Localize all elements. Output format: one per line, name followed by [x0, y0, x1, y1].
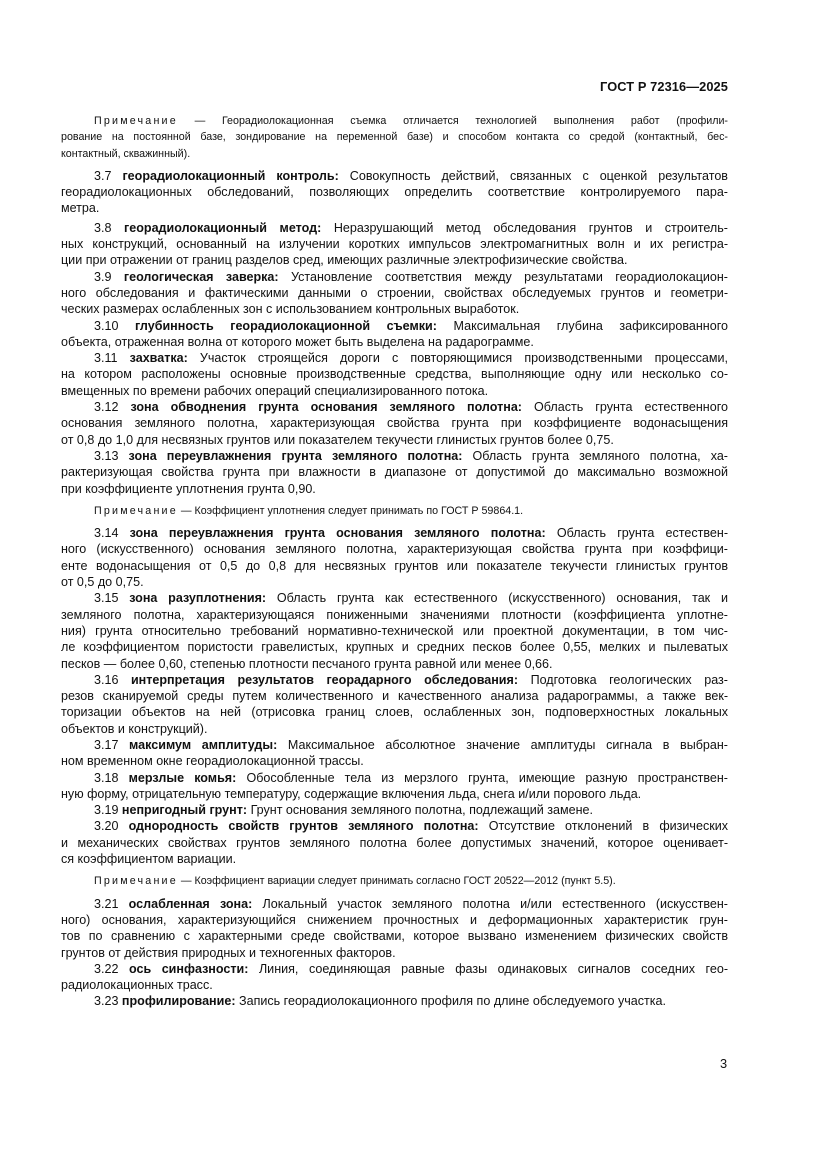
term-definition: ного обследования и фактическими данными о строении, свойствах обследуемых грунтов и геометри- — [61, 285, 728, 300]
term-title: максимум амплитуды: — [129, 737, 278, 752]
term-definition: Максимальная глубина зафиксированного — [453, 318, 728, 333]
term-3-18 — [61, 770, 728, 803]
term-definition: ного (искусственного) основания земляного полотна, характеризующая свойства грунта при коэффици- — [61, 542, 728, 557]
term-definition: Линия, соединяющая равные фазы одинаковых сигналов соседних гео- — [258, 961, 728, 976]
term-definition: земляного полотна, характеризующаяся пониженными значениями плотности (коэффициента уплотне- — [61, 607, 728, 622]
term-definition: объекта, отраженная волна от которого может быть выделена на радарограмме. — [61, 334, 534, 349]
term-number: 3.22 — [94, 961, 119, 976]
term-definition: вмещенных по времени рабочих операций специализированного потока. — [61, 383, 489, 398]
note-text: контактный, скважинный). — [61, 147, 191, 160]
note-label: Примечание — [94, 875, 178, 888]
term-definition: Неразрушающий метод обследования грунтов и строитель- — [333, 220, 728, 235]
term-3-17 — [61, 737, 728, 770]
term-title: георадиолокационный метод: — [124, 220, 322, 235]
term-definition: ную форму, отрицательную температуру, содержащие включения льда, снега и/или порового льда. — [61, 786, 642, 801]
term-3-19 — [61, 802, 728, 818]
term-3-10 — [61, 318, 728, 351]
term-definition: от 0,5 до 0,75. — [61, 575, 144, 590]
term-definition: енте водонасыщения от 0,5 до 0,8 для несвязных грунтов или показателе текучести глинистых грунтов — [61, 558, 728, 573]
note-label: Примечание — [94, 115, 178, 127]
term-definition: песков — более 0,60, степенью плотности песчаного грунта равной или менее 0,66. — [61, 656, 553, 671]
term-number: 3.14 — [94, 526, 119, 541]
term-number: 3.13 — [94, 448, 119, 463]
term-number: 3.11 — [94, 351, 118, 366]
term-number: 3.15 — [94, 591, 119, 606]
term-definition: тов по сравнению с характерными среде свойствами, которое вызвано изменением физических свойств — [61, 929, 728, 944]
term-definition: ных конструкций, основанный на излучении коротких импульсов электромагнитных волн и их регистра- — [61, 237, 728, 252]
term-3-12 — [61, 399, 728, 448]
term-3-14 — [61, 525, 728, 590]
term-title: зона разуплотнения: — [129, 591, 267, 606]
note-1 — [61, 113, 728, 162]
term-definition: ния) грунта относительно требований нормативно-технической или проектной документации, в том чис- — [61, 623, 728, 638]
term-definition: и механических свойствах грунтов земляного полотна более допустимых значений, которое оценивает- — [61, 835, 728, 850]
term-definition: ном временном окне георадиолокационной трассы. — [61, 754, 364, 769]
term-definition: метра. — [61, 201, 100, 216]
term-title: геологическая заверка: — [123, 269, 279, 284]
note-text: рование на постоянной базе, зондирование на переменной базе) и способом контакта со средой (контактный, бес- — [61, 131, 728, 144]
term-definition: Локальный участок земляного полотна и/или естественного (искусствен- — [262, 896, 728, 911]
term-title: непригодный грунт: — [121, 803, 248, 818]
term-title: профилирование: — [121, 994, 236, 1009]
term-definition: Грунт основания земляного полотна, подлежащий замене. — [250, 803, 593, 818]
term-3-11 — [61, 350, 728, 399]
term-title: однородность свойств грунтов земляного полотна: — [128, 819, 479, 834]
term-number: 3.23 — [94, 994, 119, 1009]
term-3-23 — [61, 993, 728, 1009]
term-3-22 — [61, 961, 728, 994]
term-definition: Обособленные тела из мерзлого грунта, имеющие разную пространствен- — [246, 770, 728, 785]
term-definition: торизации объектов на ней (отрисовка границ слоев, ослабленных зон, подповерхностных локальных — [61, 705, 728, 720]
note-2 — [61, 503, 728, 519]
note-text: — Георадиолокационная съемка отличается технологией выполнения работ (профили- — [194, 115, 728, 127]
term-3-8 — [61, 220, 728, 269]
term-3-15 — [61, 590, 728, 671]
term-definition: резов сканируемой среды путем количественного и качественного анализа радарограммы, а также век- — [61, 689, 728, 704]
term-definition: объектов и конструкций). — [61, 721, 208, 736]
term-number: 3.12 — [94, 400, 119, 415]
term-definition: ческих размерах ослабленных зон с использованием контрольных выработок. — [61, 302, 520, 317]
term-definition: Максимальное абсолютное значение амплитуды сигнала в выбран- — [287, 737, 728, 752]
term-number: 3.19 — [94, 803, 119, 818]
term-definition: Запись георадиолокационного профиля по длине обследуемого участка. — [239, 994, 667, 1009]
term-definition: основания земляного полотна, характеризующая свойства грунта при коэффициенте водонасыщения — [61, 416, 728, 431]
term-title: георадиолокационный контроль: — [122, 168, 339, 183]
term-definition: Отсутствие отклонений в физических — [488, 819, 728, 834]
document-body — [61, 113, 728, 1010]
term-title: мерзлые комья: — [128, 770, 237, 785]
term-3-7 — [61, 168, 728, 217]
term-number: 3.8 — [94, 220, 112, 235]
term-title: захватка: — [129, 351, 188, 366]
term-number: 3.16 — [94, 672, 119, 687]
term-definition: радиолокационных трасс. — [61, 978, 213, 993]
term-definition: Область грунта естественного — [534, 400, 728, 415]
term-definition: георадиолокационных обследований, позволяющих определить соответствие контролируемого пара- — [61, 185, 728, 200]
term-title: зона обводнения грунта основания земляного полотна: — [130, 400, 522, 415]
term-title: интерпретация результатов георадарного обследования: — [130, 672, 519, 687]
term-number: 3.18 — [94, 770, 119, 785]
term-title: зона переувлажнения грунта основания земляного полотна: — [129, 526, 546, 541]
term-definition: Подготовка геологических раз- — [530, 672, 728, 687]
note-text: — Коэффициент уплотнения следует принимать по ГОСТ Р 59864.1. — [180, 504, 524, 517]
term-definition: рактеризующая свойства грунта при влажности в диапазоне от допустимой до максимально возможной — [61, 465, 728, 480]
term-3-9 — [61, 269, 728, 318]
term-definition: Область грунта земляного полотна, ха- — [472, 448, 728, 463]
term-definition: ции при отражении от границ разделов сред, имеющих различные электрофизические свойства. — [61, 253, 628, 268]
term-number: 3.10 — [94, 318, 119, 333]
term-number: 3.17 — [94, 737, 119, 752]
term-title: ось синфазности: — [128, 961, 249, 976]
term-3-13 — [61, 448, 728, 497]
term-definition: Область грунта как естественного (искусственного) основания, так и — [276, 591, 728, 606]
term-definition: Установление соответствия между результатами георадиолокацион- — [291, 269, 728, 284]
term-definition: Область грунта естествен- — [556, 526, 728, 541]
term-number: 3.21 — [94, 896, 119, 911]
term-definition: ле коэффициентом пористости гравелистых, крупных и средних песков более 0,55, мелких и пылеватых — [61, 640, 728, 655]
page-number: 3 — [720, 1056, 728, 1071]
note-text: — Коэффициент вариации следует принимать согласно ГОСТ 20522—2012 (пункт 5.5). — [180, 875, 616, 888]
term-definition: Участок строящейся дороги с повторяющимися производственными процессами, — [199, 351, 728, 366]
term-definition: грунтов от действия природных и техногенных факторов. — [61, 945, 396, 960]
term-3-20 — [61, 818, 728, 867]
term-3-21 — [61, 896, 728, 961]
term-definition: на котором расположены основные производственные средства, выполняющие одну или несколько со- — [61, 367, 728, 382]
note-3 — [61, 873, 728, 889]
term-number: 3.7 — [94, 168, 112, 183]
term-3-16 — [61, 672, 728, 737]
term-title: зона переувлажнения грунта земляного полотна: — [128, 448, 463, 463]
term-title: глубинность георадиолокационной съемки: — [135, 318, 437, 333]
term-definition: Совокупность действий, связанных с оценкой результатов — [349, 168, 728, 183]
term-definition: от 0,8 до 1,0 для несвязных грунтов или показателем текучести глинистых грунтов более 0,75. — [61, 432, 614, 447]
note-label: Примечание — [94, 504, 178, 517]
term-definition: ного) основания, характеризующийся снижением прочностных и деформационных характеристик грун- — [61, 912, 728, 927]
term-number: 3.9 — [94, 269, 112, 284]
term-title: ослабленная зона: — [128, 896, 253, 911]
term-number: 3.20 — [94, 819, 119, 834]
term-definition: при коэффициенте уплотнения грунта 0,90. — [61, 481, 316, 496]
term-definition: ся коэффициентом вариации. — [61, 852, 237, 867]
standard-number-header: ГОСТ Р 72316—2025 — [600, 79, 728, 94]
